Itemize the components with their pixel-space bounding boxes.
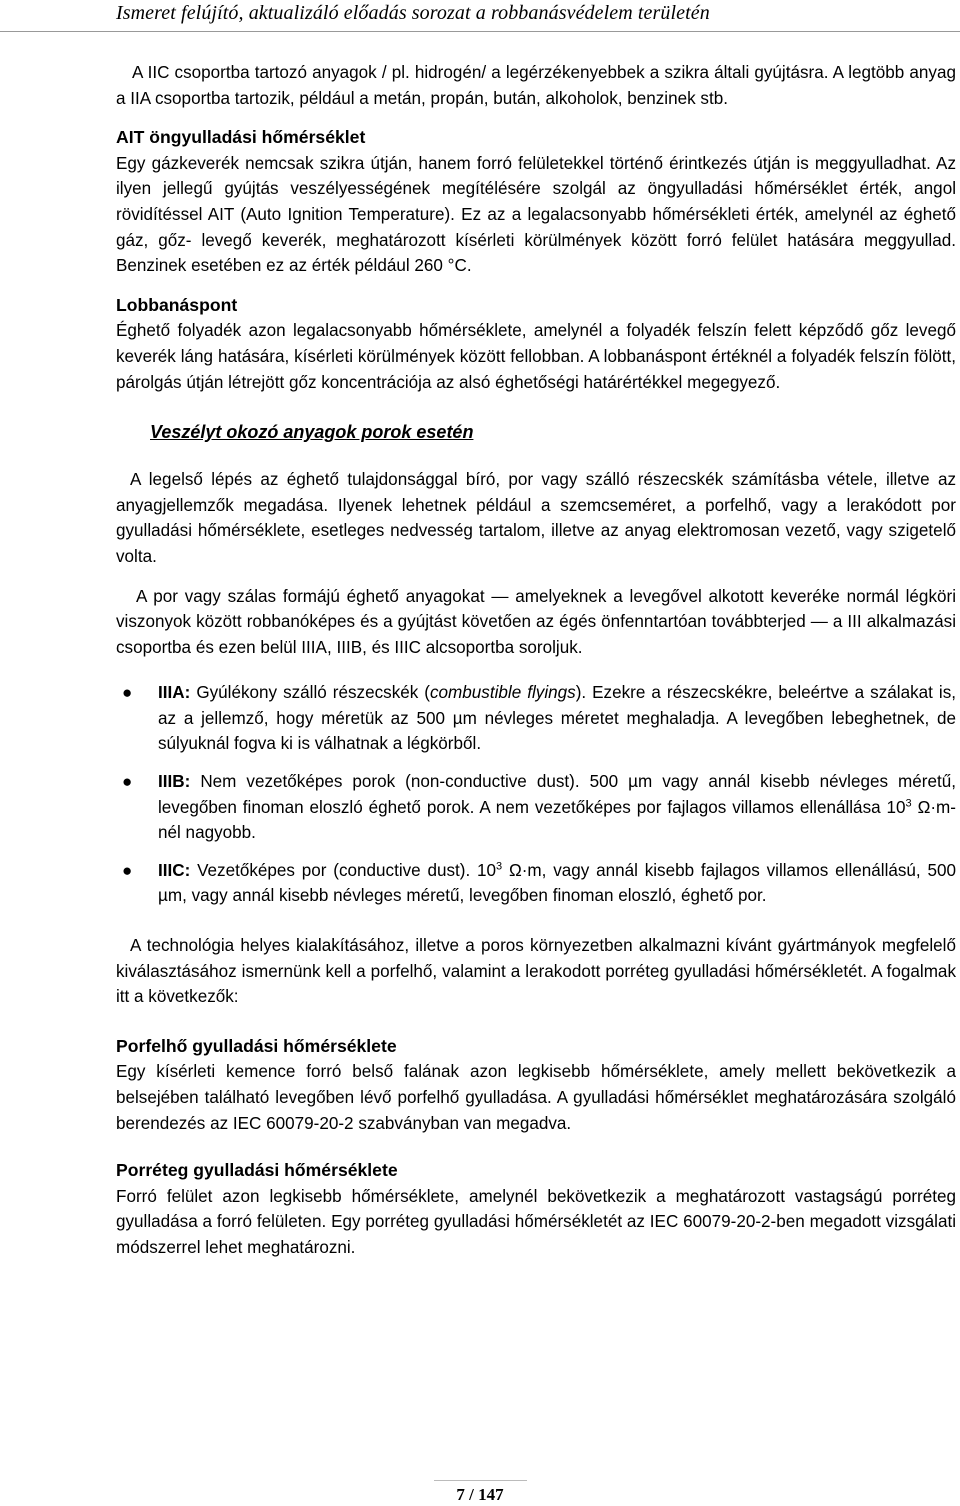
dust-group-list xyxy=(116,680,956,909)
spacer xyxy=(116,111,956,125)
footer-divider xyxy=(434,1480,527,1481)
header-title: Ismeret felújító, aktualizáló előadás sorozat a robbanásvédelem területén xyxy=(116,2,710,24)
dust-paragraph-3: A technológia helyes kialakításához, illetve a poros környezetben alkalmazni kívánt gyártmányok megfelelő kiválasztásához ismernünk kell a porfelhő, valamint a lerakodott porréteg gyulladási hőmérsékletét. A fogalmak itt a következők: xyxy=(116,936,956,1007)
bullet-dot-icon: ● xyxy=(122,860,133,880)
exponent: 3 xyxy=(905,796,912,809)
item-text: Gyúlékony szálló részecskék ( xyxy=(196,683,430,703)
intro-paragraph: A IIC csoportba tartozó anyagok / pl. hidrogén/ a legérzékenyebbek a szikra általi gyújtásra. A legtöbb anyag a IIA csoportba tartozik, például a metán, propán, bután, alkoholok, benzinek stb. xyxy=(116,63,956,108)
item-text-end: Ω·m, vagy annál kisebb fajlagos villamos ellenállású, 500 µm, vagy annál kisebb névleges méretű, levegőben finoman eloszló, éghető por. xyxy=(158,860,956,906)
spacer xyxy=(116,1010,956,1034)
item-italic: combustible flyings xyxy=(430,683,576,703)
group-label: IIIB: xyxy=(158,772,191,792)
list-item-iiia xyxy=(116,680,956,757)
list-item-iiic xyxy=(116,858,956,909)
flash-point-heading: Lobbanáspont xyxy=(116,294,238,315)
spacer xyxy=(116,279,956,293)
item-text: Nem vezetőképes porok (non-conductive dust). 500 µm vagy annál kisebb névleges méretű, levegőben finoman eloszló éghető porok. A nem vezetőképes por fajlagos villamos ellenállása 10 xyxy=(158,772,956,817)
spacer xyxy=(116,1136,956,1158)
item-text: Vezetőképes por (conductive dust). 10 xyxy=(197,860,497,880)
ait-paragraph: Egy gázkeverék nemcsak szikra útján, hanem forró felületekkel történő érintkezés útján is meggyulladhat. Az ilyen jellegű gyújtás veszélyességének megítélésére szolgál az öngyulladási hőmérséklet érték, angol rövidítéssel AIT (Auto Ignition Temperature). Ez az a legalacsonyabb hőmérsékleti érték, amelynél az éghető gáz, gőz- levegő keverék, meghatározott kísérleti körülmények között forró felület hatására meggyullad. Benzinek esetében ez az érték például 260 °C. xyxy=(116,153,956,276)
item-text-end: ). Ezekre a részecskékre, beleértve a szálakat is, az a jellemző, hogy méretük az 500 µm névleges méretet meghaladja. A levegőben lebeghetnek, de súlyuknál fogva ki is válhatnak a légkörből. xyxy=(158,683,956,754)
header-divider xyxy=(0,31,960,32)
list-item-iiib xyxy=(116,769,956,846)
flash-point-paragraph: Éghető folyadék azon legalacsonyabb hőmérséklete, amelynél a folyadék felszín felett képződő gőz levegő keverék láng hatására, kísérleti körülmények között fellobban. A lobbanáspont értéknél a folyadék felszín fölött, párolgás útján létrejött gőz koncentrációja az alsó éghetőségi határértékkel megegyező. xyxy=(116,321,956,392)
group-label: IIIA: xyxy=(158,683,191,703)
cloud-ignition-heading: Porfelhő gyulladási hőmérséklete xyxy=(116,1035,397,1056)
page-header xyxy=(0,0,960,32)
ait-heading: AIT öngyulladási hőmérséklet xyxy=(116,127,366,148)
layer-ignition-paragraph: Forró felület azon legkisebb hőmérséklete, amelynél bekövetkezik a meghatározott vastagságú porréteg gyulladása a forró felületen. Egy porréteg gyulladási hőmérsékletét az IEC 60079-20-2-ben megadott vizsgálati módszerrel lehet meghatározni. xyxy=(116,1186,956,1257)
bullet-dot-icon: ● xyxy=(122,772,133,792)
group-label: IIIC: xyxy=(158,860,191,880)
item-text-end: Ω·m-nél nagyobb. xyxy=(158,797,956,843)
document-body xyxy=(116,60,956,1261)
spacer xyxy=(116,660,956,680)
dust-section-title: Veszélyt okozó anyagok porok esetén xyxy=(150,422,474,443)
exponent: 3 xyxy=(496,860,503,873)
spacer xyxy=(116,909,956,933)
dust-paragraph-2: A por vagy szálas formájú éghető anyagokat — amelyeknek a levegővel alkotott keveréke normál légköri viszonyok között robbanóképes és a gyújtást követően az égés önfenntartóan továbbterjed — a III alkalmazási csoportba és ezen belül IIIA, IIIB, és IIIC alcsoportba soroljuk. xyxy=(116,586,956,657)
dust-paragraph-1: A legelső lépés az éghető tulajdonsággal bíró, por vagy szálló részecskék számításba vétele, illetve az anyagjellemzők megadása. Ilyenek lehetnek például a szemcseméret, a porfelhő, vagy a lerakódott por gyulladási hőmérséklete, esetleges nedvesség tartalom, illetve az anyag elektromosan vezető, vagy szigetelő volta. xyxy=(116,470,956,566)
spacer xyxy=(116,570,956,584)
cloud-ignition-paragraph: Egy kísérleti kemence forró belső falának azon legkisebb hőmérséklete, amely mellett bekövetkezik a belsejében található levegőben lévő porfelhő gyulladása. A gyulladási hőmérséklet meghatározására szolgáló berendezés az IEC 60079-20-2 szabványban van megadva. xyxy=(116,1062,956,1133)
bullet-dot-icon: ● xyxy=(122,683,133,703)
spacer xyxy=(116,395,956,419)
page-number: 7 / 147 xyxy=(456,1485,504,1504)
layer-ignition-heading: Porréteg gyulladási hőmérséklete xyxy=(116,1160,398,1181)
spacer xyxy=(116,445,956,467)
